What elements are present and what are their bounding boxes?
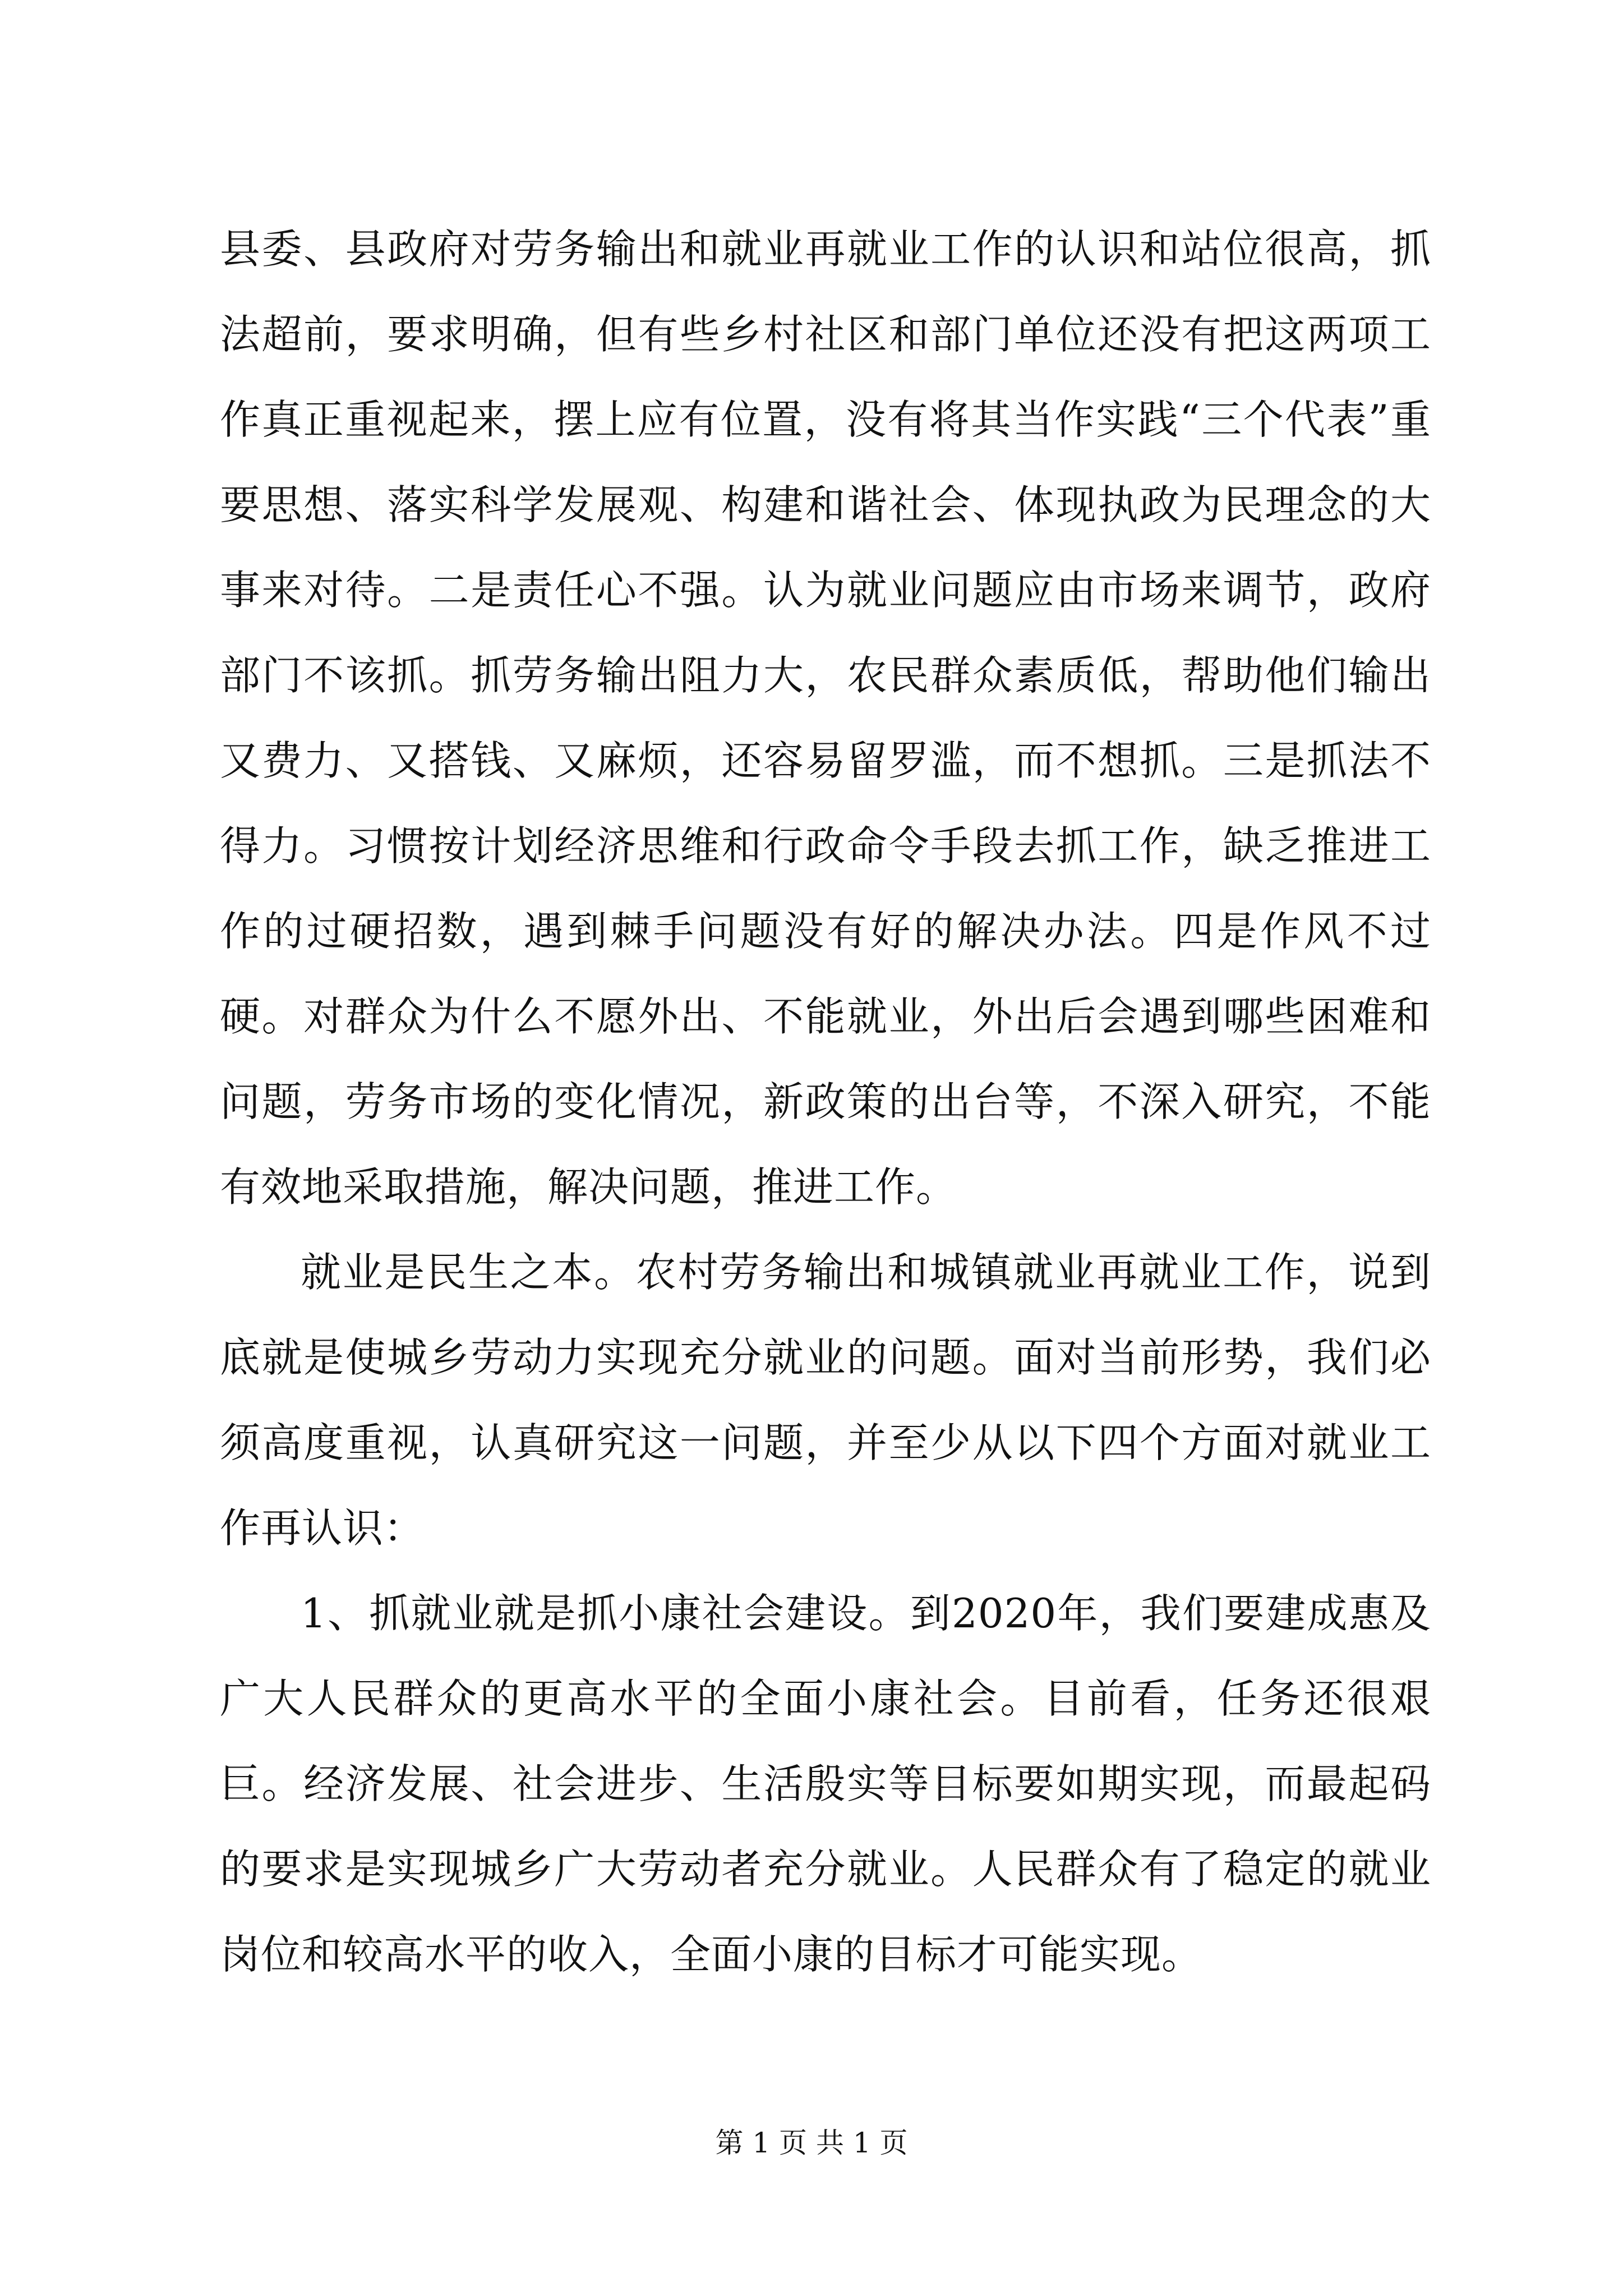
paragraph-continued: 县委、县政府对劳务输出和就业再就业工作的认识和站位很高，抓法超前，要求明确，但有些乡村社区和部门单位还没有把这两项工作真正重视起来，摆上应有位置，没有将其当作实践“三个代表”重要思想、落实科学发展观、构建和谐社会、体现执政为民理念的大事来对待。二是责任心不强。认为就业问题应由市场来调节，政府部门不该抓。抓劳务输出阻力大，农民群众素质低，帮助他们输出又费力、又搭钱、又麻烦，还容易留罗滥，而不想抓。三是抓法不得力。习惯按计划经济思维和行政命令手段去抓工作，缺乏推进工作的过硬招数，遇到棘手问题没有好的解决办法。四是作风不过硬。对群众为什么不愿外出、不能就业，外出后会遇到哪些困难和问题，劳务市场的变化情况，新政策的出台等，不深入研究，不能有效地采取措施，解决问题，推进工作。 [220,226,1431,1211]
document-body [220,206,1431,1997]
page-footer: 第 1 页 共 1 页 [715,2127,908,2159]
paragraph-employment-livelihood: 就业是民生之本。农村劳务输出和城镇就业再就业工作，说到底就是使城乡劳动力实现充分就业的问题。面对当前形势，我们必须高度重视，认真研究这一问题，并至少从以下四个方面对就业工作再认识： [220,1249,1431,1552]
paragraph-point-1: 1、抓就业就是抓小康社会建设。到2020年，我们要建成惠及广大人民群众的更高水平的全面小康社会。目前看，任务还很艰巨。经济发展、社会进步、生活殷实等目标要如期实现，而最起码的要求是实现城乡广大劳动者充分就业。人民群众有了稳定的就业岗位和较高水平的收入，全面小康的目标才可能实现。 [220,1590,1431,1978]
